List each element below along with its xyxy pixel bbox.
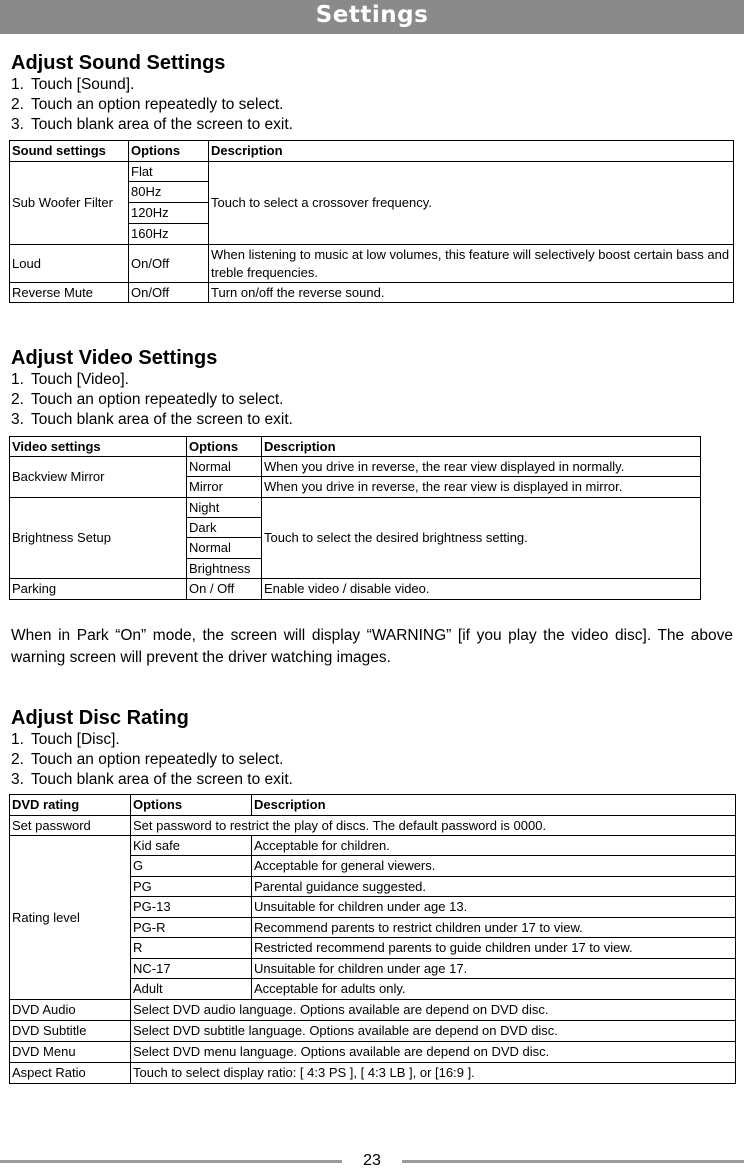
column-header: Options: [131, 795, 252, 816]
description-cell: Acceptable for adults only.: [252, 979, 736, 1000]
description-cell: Touch to select the desired brightness setting.: [262, 498, 701, 579]
page-title: Settings: [315, 2, 429, 28]
sound-heading: Adjust Sound Settings: [11, 52, 226, 74]
disc-steps: [11, 730, 293, 790]
column-header: DVD rating: [10, 795, 131, 816]
option-cell: PG-13: [131, 897, 252, 918]
column-header: Sound settings: [10, 141, 129, 162]
step-item: 3. Touch blank area of the screen to exit.: [11, 771, 293, 788]
option-cell: Adult: [131, 979, 252, 1000]
video-section: [11, 346, 293, 430]
description-cell: Enable video / disable video.: [262, 579, 701, 600]
table-row: [10, 816, 736, 836]
description-cell: Touch to select a crossover frequency.: [209, 162, 734, 245]
table-row: [10, 1042, 736, 1063]
description-cell: Restricted recommend parents to guide children under 17 to view.: [252, 938, 736, 959]
description-cell: Unsuitable for children under age 17.: [252, 959, 736, 979]
option-cell: Brightness: [187, 559, 262, 579]
description-cell: Set password to restrict the play of discs. The default password is 0000.: [131, 816, 736, 836]
option-cell: Normal: [187, 457, 262, 477]
option-cell: PG: [131, 877, 252, 897]
video-heading: Adjust Video Settings: [11, 347, 218, 369]
sound-settings-table: [9, 140, 734, 303]
setting-name: Loud: [10, 245, 129, 283]
setting-name: DVD Menu: [10, 1042, 131, 1063]
description-cell: Recommend parents to restrict children under 17 to view.: [252, 918, 736, 938]
video-steps: [11, 370, 293, 430]
table-row: [10, 162, 734, 182]
footer-rule-right: [402, 1160, 744, 1163]
description-cell: Select DVD subtitle language. Options available are depend on DVD disc.: [131, 1021, 736, 1042]
table-row: [10, 498, 701, 518]
step-item: 2. Touch an option repeatedly to select.: [11, 751, 284, 768]
video-settings-table: [9, 436, 701, 600]
page-number: 23: [363, 1152, 381, 1169]
description-cell: Parental guidance suggested.: [252, 877, 736, 897]
description-cell: Touch to select display ratio: [ 4:3 PS ], [ 4:3 LB ], or [16:9 ].: [131, 1063, 736, 1084]
column-header: Description: [209, 141, 734, 162]
description-cell: When listening to music at low volumes, this feature will selectively boost certain bass and treble frequencies.: [209, 245, 734, 283]
option-cell: 80Hz: [129, 182, 209, 203]
table-header-row: [10, 437, 701, 457]
setting-name: Parking: [10, 579, 187, 600]
setting-name: Rating level: [10, 836, 131, 1000]
option-cell: Mirror: [187, 477, 262, 498]
option-cell: Normal: [187, 538, 262, 559]
sound-section: [11, 51, 293, 135]
disc-heading: Adjust Disc Rating: [11, 707, 189, 729]
table-row: [10, 457, 701, 477]
step-item: 1. Touch [Sound].: [11, 76, 135, 93]
description-cell: Unsuitable for children under age 13.: [252, 897, 736, 918]
setting-name: Set password: [10, 816, 131, 836]
option-cell: Kid safe: [131, 836, 252, 856]
table-row: [10, 836, 736, 856]
option-cell: Flat: [129, 162, 209, 182]
table-row: [10, 245, 734, 283]
table-header-row: [10, 795, 736, 816]
option-cell: NC-17: [131, 959, 252, 979]
option-cell: 120Hz: [129, 203, 209, 224]
setting-name: Brightness Setup: [10, 498, 187, 579]
table-row: [10, 283, 734, 303]
option-cell: 160Hz: [129, 224, 209, 245]
setting-name: Aspect Ratio: [10, 1063, 131, 1084]
table-row: [10, 1021, 736, 1042]
option-cell: Dark: [187, 518, 262, 538]
step-item: 2. Touch an option repeatedly to select.: [11, 96, 284, 113]
step-item: 1. Touch [Video].: [11, 371, 129, 388]
setting-name: DVD Audio: [10, 1000, 131, 1021]
table-row: [10, 1063, 736, 1084]
option-cell: On/Off: [129, 245, 209, 283]
option-cell: R: [131, 938, 252, 959]
column-header: Description: [262, 437, 701, 457]
table-row: [10, 1000, 736, 1021]
description-cell: Select DVD menu language. Options available are depend on DVD disc.: [131, 1042, 736, 1063]
park-mode-note: When in Park “On” mode, the screen will display “WARNING” [if you play the video disc]. The above warning screen will prevent the driver watching images.: [11, 627, 733, 666]
option-cell: On/Off: [129, 283, 209, 303]
setting-name: Backview Mirror: [10, 457, 187, 498]
description-cell: Select DVD audio language. Options available are depend on DVD disc.: [131, 1000, 736, 1021]
setting-name: DVD Subtitle: [10, 1021, 131, 1042]
table-row: [10, 579, 701, 600]
description-cell: Acceptable for children.: [252, 836, 736, 856]
option-cell: G: [131, 856, 252, 877]
option-cell: Night: [187, 498, 262, 518]
footer-rule-left: [0, 1160, 342, 1163]
setting-name: Sub Woofer Filter: [10, 162, 129, 245]
column-header: Video settings: [10, 437, 187, 457]
step-item: 3. Touch blank area of the screen to exit.: [11, 411, 293, 428]
setting-name: Reverse Mute: [10, 283, 129, 303]
description-cell: When you drive in reverse, the rear view is displayed in mirror.: [262, 477, 701, 498]
column-header: Description: [252, 795, 736, 816]
column-header: Options: [129, 141, 209, 162]
option-cell: On / Off: [187, 579, 262, 600]
description-cell: When you drive in reverse, the rear view displayed in normally.: [262, 457, 701, 477]
table-header-row: [10, 141, 734, 162]
step-item: 3. Touch blank area of the screen to exit.: [11, 116, 293, 133]
option-cell: PG-R: [131, 918, 252, 938]
sound-steps: [11, 75, 293, 135]
step-item: 2. Touch an option repeatedly to select.: [11, 391, 284, 408]
disc-rating-table: [9, 794, 736, 1084]
description-cell: Turn on/off the reverse sound.: [209, 283, 734, 303]
disc-section: [11, 706, 293, 790]
description-cell: Acceptable for general viewers.: [252, 856, 736, 877]
column-header: Options: [187, 437, 262, 457]
step-item: 1. Touch [Disc].: [11, 731, 120, 748]
